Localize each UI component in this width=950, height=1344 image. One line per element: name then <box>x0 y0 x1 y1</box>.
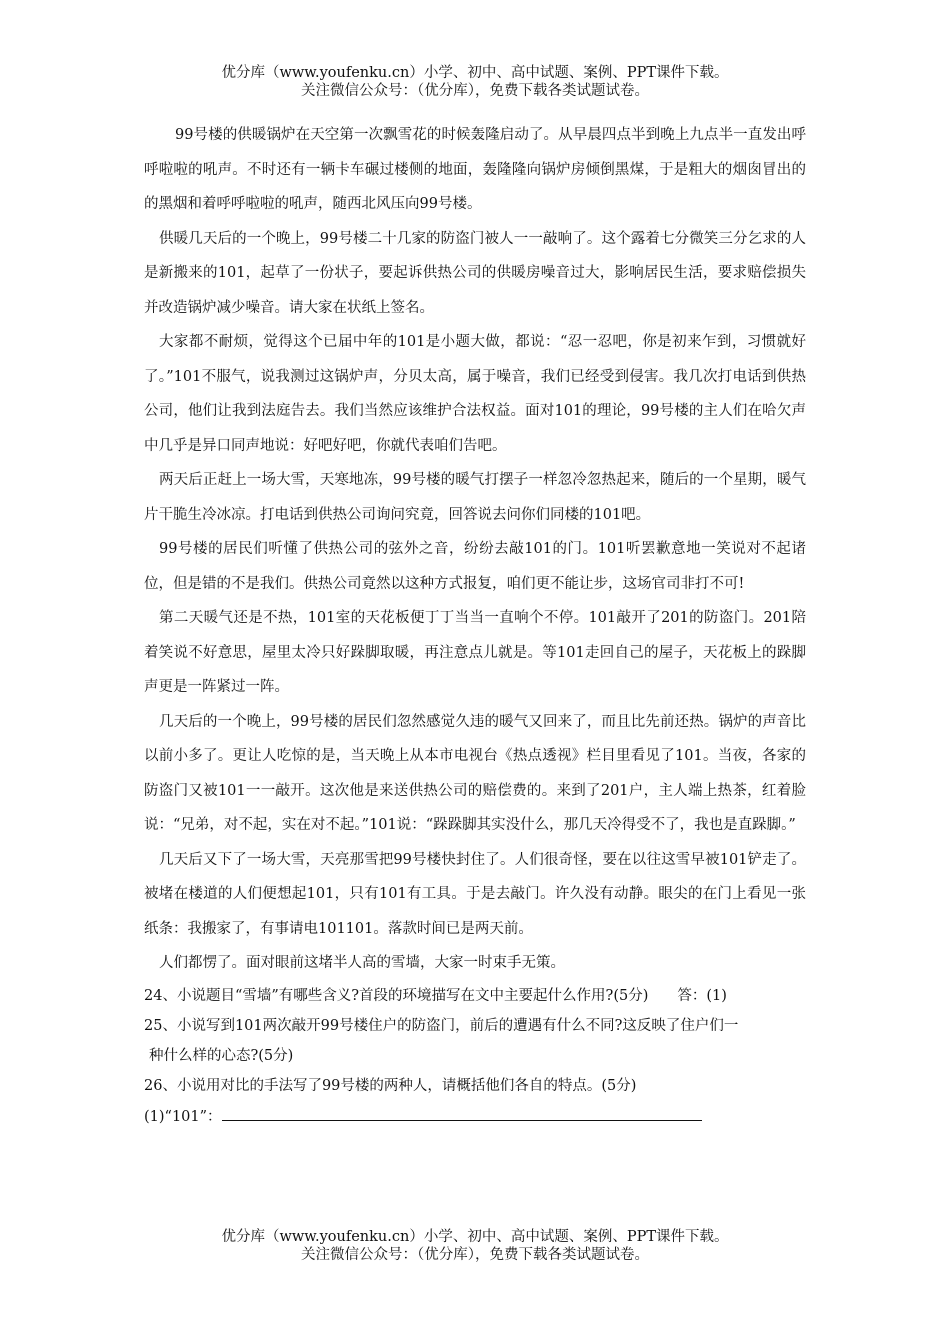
paragraph-3: 大家都不耐烦，觉得这个已届中年的101是小题大做，都说：“忍一忍吧，你是初来乍到，习惯就好了。”101不服气，说我测过这锅炉声，分贝太高，属于噪音，我们已经受到侵害。我几次打电话到供热公司，他们让我到法庭告去。我们当然应该维护合法权益。面对101的理论，99号楼的主人们在哈欠声中几乎是异口同声地说：好吧好吧，你就代表咱们告吧。 <box>144 334 806 454</box>
footer-line-1: 优分库（www.youfenku.cn）小学、初中、高中试题、案例、PPT课件下载。 <box>221 1229 729 1245</box>
question-26: 26、小说用对比的手法写了99号楼的两种人，请概括他们各自的特点。(5分) <box>144 1077 637 1094</box>
question-24: 24、小说题目“雪墙”有哪些含义?首段的环境描写在文中主要起什么作用?(5分) 答：(1) <box>144 987 727 1004</box>
page-footer <box>0 1228 950 1264</box>
paragraph-2: 供暖几天后的一个晚上，99号楼二十几家的防盗门被人一一敲响了。这个露着七分微笑三分乞求的人是新搬来的101，起草了一份状子，要起诉供热公司的供暖房噪音过大，影响居民生活，要求赔偿损失并改造锅炉减少噪音。请大家在状纸上签名。 <box>144 230 806 316</box>
answer-label: (1)“101”： <box>144 1108 222 1125</box>
paragraph-8: 几天后又下了一场大雪，天亮那雪把99号楼快封住了。人们很奇怪，要在以往这雪早被101铲走了。被堵在楼道的人们便想起101，只有101有工具。于是去敲门。许久没有动静。眼尖的在门上看见一张纸条：我搬家了，有事请电101101。落款时间已是两天前。 <box>144 851 806 937</box>
footer-line-2: 关注微信公众号：（优分库），免费下载各类试题试卷。 <box>301 1247 649 1263</box>
question-25-line-2: 种什么样的心态?(5分) <box>149 1047 294 1064</box>
page-header <box>0 64 950 100</box>
answer-line-101 <box>144 1101 806 1133</box>
header-line-2: 关注微信公众号：（优分库），免费下载各类试题试卷。 <box>301 83 649 99</box>
paragraph-5: 99号楼的居民们听懂了供热公司的弦外之音，纷纷去敲101的门。101听罢歉意地一笑说对不起诸位，但是错的不是我们。供热公司竟然以这种方式报复，咱们更不能让步，这场官司非打不可! <box>144 541 806 592</box>
paragraph-9: 人们都愣了。面对眼前这堵半人高的雪墙，大家一时束手无策。 <box>159 955 565 971</box>
question-25 <box>144 1011 806 1071</box>
paragraph-7: 几天后的一个晚上，99号楼的居民们忽然感觉久违的暖气又回来了，而且比先前还热。锅炉的声音比以前小多了。更让人吃惊的是，当天晚上从本市电视台《热点透视》栏目里看见了101。当夜，各家的防盗门又被101一一敲开。这次他是来送供热公司的赔偿费的。来到了201户，主人端上热茶，红着脸说：“兄弟，对不起，实在对不起。”101说：“跺跺脚其实没什么，那几天冷得受不了，我也是直跺脚。” <box>144 713 806 833</box>
paragraph-4: 两天后正赶上一场大雪，天寒地冻，99号楼的暖气打摆子一样忽冷忽热起来，随后的一个星期，暖气片干脆生冷冰凉。打电话到供热公司询问究竟，回答说去问你们同楼的101吧。 <box>144 472 806 523</box>
header-line-1: 优分库（www.youfenku.cn）小学、初中、高中试题、案例、PPT课件下载。 <box>221 65 729 81</box>
answer-blank[interactable] <box>222 1106 702 1121</box>
paragraph-1: 99号楼的供暖锅炉在天空第一次飘雪花的时候轰隆启动了。从早晨四点半到晚上九点半一直发出呼呼啦啦的吼声。不时还有一辆卡车碾过楼侧的地面，轰隆隆向锅炉房倾倒黑煤，于是粗大的烟囱冒出的的黑烟和着呼呼啦啦的吼声，随西北风压向99号楼。 <box>144 127 806 212</box>
question-25-line-1: 25、小说写到101两次敲开99号楼住户的防盗门，前后的遭遇有什么不同?这反映了住户们一 <box>144 1017 739 1034</box>
paragraph-6: 第二天暖气还是不热，101室的天花板便丁丁当当一直响个不停。101敲开了201的防盗门。201陪着笑说不好意思，屋里太冷只好跺脚取暖，再注意点儿就是。等101走回自己的屋子，天花板上的跺脚声更是一阵紧过一阵。 <box>144 610 806 695</box>
article-body <box>144 118 806 1133</box>
